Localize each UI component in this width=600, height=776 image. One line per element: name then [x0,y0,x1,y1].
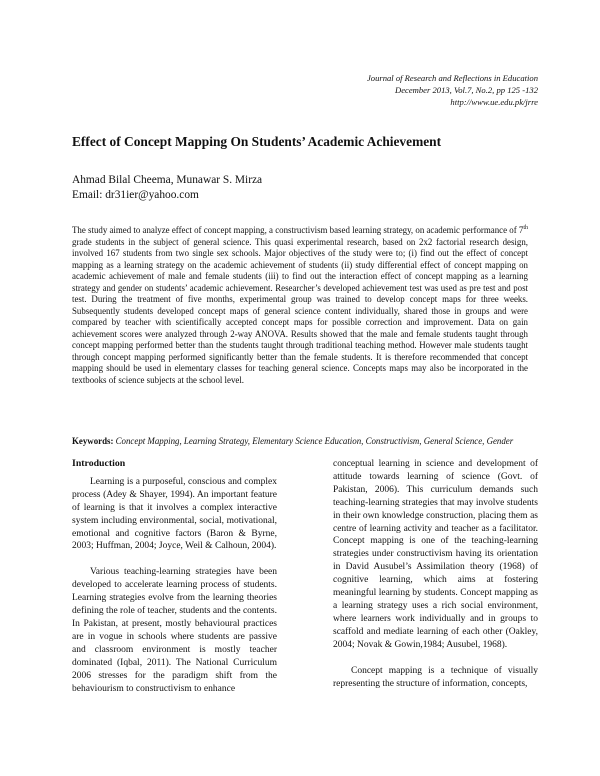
author-block [72,173,262,203]
journal-issue: December 2013, Vol.7, No.2, pp 125 -132 [395,85,538,95]
journal-header [367,72,538,108]
paper-title: Effect of Concept Mapping On Students’ Academic Achievement [72,134,442,149]
abstract-part-1: The study aimed to analyze effect of concept mapping, a constructivism based learning strategy, on academic performance of 7 [72,225,524,235]
keywords-list: Concept Mapping, Learning Strategy, Elementary Science Education, Constructivism, General Science, Gender [113,436,514,446]
author-names: Ahmad Bilal Cheema, Munawar S. Mirza [72,174,263,186]
keywords [72,435,528,448]
body-column-left [72,458,277,708]
body-column-right [333,458,538,703]
journal-name: Journal of Research and Reflections in Education [366,73,538,83]
abstract-text [72,225,528,386]
journal-url[interactable]: http://www.ue.edu.pk/jrre [450,97,538,107]
paragraph: Learning is a purposeful, conscious and complex process (Adey & Shayer, 1994). An important feature of learning is that it involves a complex interactive system including environmental, social, motivational, emotional and cognitive factors (Baron & Byrne, 2003; Huffman, 2004; Joyce, Weil & Calhoun, 2004). [72,476,277,552]
abstract-part-2: grade students in the subject of general science. This quasi experimental research, based on 2x2 factorial research design, involved 167 students from two single sex schools. Major objectives of the study were to; (i) find out the effect of concept mapping as a learning strategy on the academic achievement of students (ii) study differential effect of concept mapping on academic achievement of male and female students (iii) to find out the interaction effect of concept mapping as a learning strategy and gender on students’ academic achievement. Researcher’s developed achievement test was used as pre test and post test. During the treatment of five months, experimental group was trained to develop concept maps for three weeks. Subsequently students developed concept maps of general science content individually, shared those in groups and were compared by teacher with scientifically accepted concept maps for possible correction and improvement. Data on gain achievement scores were analyzed through 2-way ANOVA. Results showed that the male and female students taught through concept mapping performed better than the students taught through traditional teaching method. However male students taught through concept mapping performed significantly better than the female students. It is therefore recommended that concept mapping should be used in elementary classes for teaching general science. Concepts maps may also be incorporated in the textbooks of science subjects at the school level. [72,236,528,385]
author-email[interactable]: Email: dr31ier@yahoo.com [72,189,199,201]
abstract-superscript: th [523,225,528,232]
paragraph: Various teaching-learning strategies have been developed to accelerate learning process of students. Learning strategies evolve from the learning theories defining the role of teacher, students and the contents. In Pakistan, at present, mostly behavioural practices are in vogue in schools where students are passive and classroom environment is mostly teacher dominated (Iqbal, 2011). The National Curriculum 2006 stresses for the paradigm shift from the behaviourism to constructivism to enhance [72,567,277,694]
paragraph: conceptual learning in science and development of attitude towards learning of science (Govt. of Pakistan, 2006). This curriculum demands such teaching-learning strategies that may involve students in their own knowledge construction, placing them as centre of learning activity and teacher as a facilitator. Concept mapping is one of the teaching-learning strategies under constructivism having its orientation in David Ausubel’s Assimilation theory (1968) of cognitive learning, which aims at fostering meaningful learning by students. Concept mapping as a learning strategy uses a rich social environment, where learners work individually and in groups to scaffold and mediate learning of each other (Oakley, 2004; Novak & Gowin,1984; Ausubel, 1968). [333,459,538,650]
paragraph: Concept mapping is a technique of visually representing the structure of information, concepts, [333,665,538,689]
keywords-label: Keywords: [72,436,114,446]
abstract [72,225,528,386]
section-heading-introduction: Introduction [72,458,126,469]
